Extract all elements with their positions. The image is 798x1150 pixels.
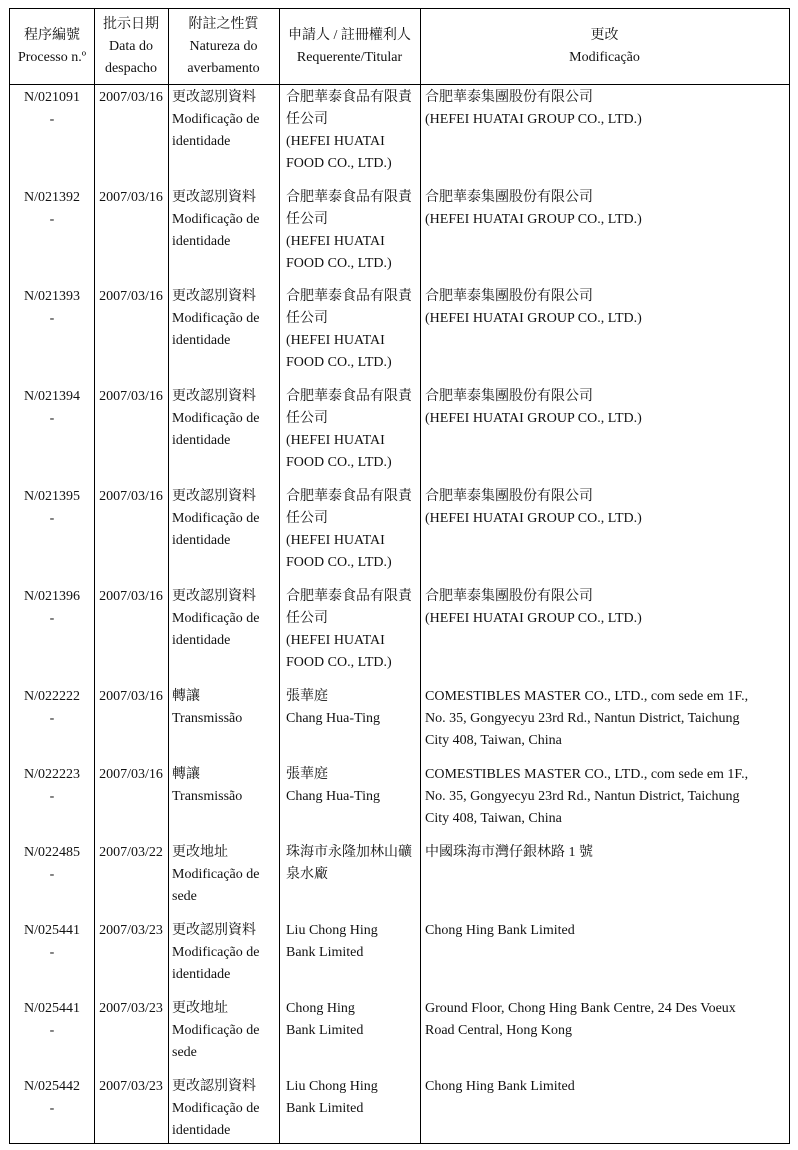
applicant-cell-line: 珠海市永隆加林山礦 bbox=[286, 845, 412, 860]
modification-cell bbox=[425, 998, 785, 1042]
applicant-cell-line: 張華庭 bbox=[286, 767, 328, 782]
process-number-cell-line: N/021393 bbox=[24, 289, 80, 304]
process-number-cell bbox=[10, 998, 94, 1042]
nature-cell-line: Modificação de bbox=[172, 1101, 260, 1116]
modification-cell bbox=[425, 386, 785, 430]
nature-cell-line: 轉讓 bbox=[172, 689, 200, 704]
dispatch-date-cell bbox=[94, 386, 168, 408]
process-number-cell-line: - bbox=[49, 212, 55, 227]
process-number-cell bbox=[10, 586, 94, 630]
dispatch-date-cell bbox=[94, 998, 168, 1020]
header-process-pt: Processo n.º bbox=[17, 49, 87, 65]
applicant-cell-line: 任公司 bbox=[286, 212, 328, 227]
dispatch-date-cell-line: 2007/03/23 bbox=[99, 1001, 163, 1016]
applicant-cell-line: FOOD CO., LTD.) bbox=[286, 156, 392, 171]
process-number-cell bbox=[10, 187, 94, 231]
applicant-cell-line: 合肥華泰食品有限責 bbox=[286, 90, 412, 105]
modification-cell-line: 合肥華泰集團股份有限公司 bbox=[425, 389, 593, 404]
header-date-pt: despacho bbox=[104, 60, 158, 76]
nature-cell-line: Modificação de bbox=[172, 112, 260, 127]
modification-cell bbox=[425, 486, 785, 530]
nature-cell-line: identidade bbox=[172, 967, 231, 982]
dispatch-date-cell bbox=[94, 764, 168, 786]
applicant-cell-line: (HEFEI HUATAI bbox=[286, 533, 385, 548]
process-number-cell-line: N/022223 bbox=[24, 767, 80, 782]
applicant-cell-line: Chong Hing bbox=[286, 1001, 355, 1016]
applicant-cell bbox=[286, 286, 416, 374]
nature-cell-line: Transmissão bbox=[172, 711, 243, 726]
applicant-cell-line: Bank Limited bbox=[286, 1101, 364, 1116]
dispatch-date-cell-line: 2007/03/16 bbox=[99, 767, 163, 782]
process-number-cell-line: - bbox=[49, 867, 55, 882]
applicant-cell-line: (HEFEI HUATAI bbox=[286, 433, 385, 448]
applicant-cell-line: Liu Chong Hing bbox=[286, 1079, 378, 1094]
header-nature bbox=[168, 9, 279, 84]
nature-cell-line: 更改認別資料 bbox=[172, 289, 256, 304]
nature-cell-line: identidade bbox=[172, 333, 231, 348]
modification-cell bbox=[425, 286, 785, 330]
dispatch-date-cell-line: 2007/03/16 bbox=[99, 389, 163, 404]
modification-cell bbox=[425, 586, 785, 630]
nature-cell bbox=[172, 920, 278, 986]
dispatch-date-cell bbox=[94, 920, 168, 942]
applicant-cell-line: 任公司 bbox=[286, 611, 328, 626]
process-number-cell bbox=[10, 1076, 94, 1120]
nature-cell-line: identidade bbox=[172, 134, 231, 149]
nature-cell bbox=[172, 842, 278, 908]
header-applicant bbox=[279, 9, 420, 84]
applicant-cell-line: Bank Limited bbox=[286, 945, 364, 960]
applicant-cell-line: FOOD CO., LTD.) bbox=[286, 455, 392, 470]
nature-cell bbox=[172, 998, 278, 1064]
header-change bbox=[420, 9, 789, 84]
process-number-cell bbox=[10, 764, 94, 808]
process-number-cell-line: - bbox=[49, 611, 55, 626]
nature-cell-line: 轉讓 bbox=[172, 767, 200, 782]
nature-cell-line: identidade bbox=[172, 633, 231, 648]
dispatch-date-cell-line: 2007/03/22 bbox=[99, 845, 163, 860]
nature-cell-line: 更改認別資料 bbox=[172, 589, 256, 604]
dispatch-date-cell-line: 2007/03/16 bbox=[99, 589, 163, 604]
nature-cell-line: 更改地址 bbox=[172, 1001, 228, 1016]
header-nature-zh: 附註之性質 bbox=[188, 16, 259, 32]
applicant-cell-line: FOOD CO., LTD.) bbox=[286, 256, 392, 271]
applicant-cell bbox=[286, 586, 416, 674]
nature-cell bbox=[172, 286, 278, 352]
header-divider bbox=[10, 84, 789, 85]
process-number-cell-line: - bbox=[49, 789, 55, 804]
applicant-cell-line: 合肥華泰食品有限責 bbox=[286, 289, 412, 304]
applicant-cell bbox=[286, 998, 416, 1042]
applicant-cell-line: Chang Hua-Ting bbox=[286, 789, 380, 804]
header-applicant-pt: Requerente/Titular bbox=[296, 49, 403, 65]
nature-cell-line: Modificação de bbox=[172, 867, 260, 882]
header-nature-pt: averbamento bbox=[187, 60, 260, 76]
nature-cell bbox=[172, 386, 278, 452]
process-number-cell-line: - bbox=[49, 112, 55, 127]
modification-cell-line: 合肥華泰集團股份有限公司 bbox=[425, 489, 593, 504]
modification-cell-line: (HEFEI HUATAI GROUP CO., LTD.) bbox=[425, 212, 642, 227]
applicant-cell-line: 合肥華泰食品有限責 bbox=[286, 389, 412, 404]
process-number-cell-line: - bbox=[49, 311, 55, 326]
applicant-cell-line: 泉水廠 bbox=[286, 867, 328, 882]
header-date bbox=[94, 9, 168, 84]
process-number-cell-line: - bbox=[49, 1101, 55, 1116]
applicant-cell-line: 合肥華泰食品有限責 bbox=[286, 190, 412, 205]
dispatch-date-cell bbox=[94, 1076, 168, 1098]
modification-cell bbox=[425, 764, 785, 830]
applicant-cell-line: FOOD CO., LTD.) bbox=[286, 555, 392, 570]
header-change-pt: Modificação bbox=[569, 49, 640, 65]
applicant-cell-line: 任公司 bbox=[286, 411, 328, 426]
nature-cell-line: Modificação de bbox=[172, 411, 260, 426]
modification-cell-line: Ground Floor, Chong Hing Bank Centre, 24 Des Voeux bbox=[425, 1001, 736, 1016]
nature-cell-line: sede bbox=[172, 1045, 197, 1060]
nature-cell-line: 更改認別資料 bbox=[172, 1079, 256, 1094]
nature-cell bbox=[172, 87, 278, 153]
process-number-cell-line: N/021396 bbox=[24, 589, 80, 604]
process-number-cell-line: N/021394 bbox=[24, 389, 80, 404]
applicant-cell bbox=[286, 486, 416, 574]
nature-cell-line: Modificação de bbox=[172, 945, 260, 960]
dispatch-date-cell-line: 2007/03/16 bbox=[99, 689, 163, 704]
dispatch-date-cell bbox=[94, 187, 168, 209]
nature-cell-line: Transmissão bbox=[172, 789, 243, 804]
header-process bbox=[10, 9, 94, 84]
dispatch-date-cell bbox=[94, 586, 168, 608]
applicant-cell-line: Chang Hua-Ting bbox=[286, 711, 380, 726]
process-number-cell-line: - bbox=[49, 411, 55, 426]
nature-cell-line: identidade bbox=[172, 533, 231, 548]
applicant-cell bbox=[286, 920, 416, 964]
header-process-zh: 程序編號 bbox=[24, 27, 80, 43]
modification-cell bbox=[425, 1076, 785, 1098]
nature-cell-line: identidade bbox=[172, 234, 231, 249]
nature-cell bbox=[172, 187, 278, 253]
header-nature-pt: Natureza do bbox=[189, 38, 258, 54]
nature-cell-line: 更改認別資料 bbox=[172, 923, 256, 938]
dispatch-date-cell bbox=[94, 486, 168, 508]
nature-cell-line: Modificação de bbox=[172, 212, 260, 227]
process-number-cell-line: - bbox=[49, 511, 55, 526]
modification-cell-line: COMESTIBLES MASTER CO., LTD., com sede em 1F., bbox=[425, 689, 749, 704]
modification-cell-line: (HEFEI HUATAI GROUP CO., LTD.) bbox=[425, 611, 642, 626]
applicant-cell bbox=[286, 764, 416, 808]
nature-cell-line: identidade bbox=[172, 1123, 231, 1138]
header-date-pt: Data do bbox=[109, 38, 153, 54]
process-number-cell bbox=[10, 286, 94, 330]
applicant-cell bbox=[286, 686, 416, 730]
process-number-cell-line: N/025441 bbox=[24, 923, 80, 938]
column-divider bbox=[420, 9, 421, 1143]
process-number-cell-line: N/021091 bbox=[24, 90, 80, 105]
modification-cell-line: Chong Hing Bank Limited bbox=[425, 923, 575, 938]
nature-cell-line: Modificação de bbox=[172, 311, 260, 326]
process-number-cell-line: N/021392 bbox=[24, 190, 80, 205]
process-number-cell bbox=[10, 87, 94, 131]
modification-cell-line: 合肥華泰集團股份有限公司 bbox=[425, 589, 593, 604]
nature-cell-line: identidade bbox=[172, 433, 231, 448]
dispatch-date-cell bbox=[94, 286, 168, 308]
column-divider bbox=[94, 9, 95, 1143]
nature-cell bbox=[172, 586, 278, 652]
applicant-cell bbox=[286, 1076, 416, 1120]
applicant-cell bbox=[286, 187, 416, 275]
nature-cell-line: Modificação de bbox=[172, 511, 260, 526]
process-number-cell bbox=[10, 842, 94, 886]
dispatch-date-cell-line: 2007/03/16 bbox=[99, 289, 163, 304]
process-number-cell-line: N/022485 bbox=[24, 845, 80, 860]
dispatch-date-cell-line: 2007/03/23 bbox=[99, 1079, 163, 1094]
nature-cell-line: 更改認別資料 bbox=[172, 489, 256, 504]
process-number-cell-line: - bbox=[49, 945, 55, 960]
nature-cell-line: 更改認別資料 bbox=[172, 90, 256, 105]
applicant-cell-line: 合肥華泰食品有限責 bbox=[286, 489, 412, 504]
header-date-zh: 批示日期 bbox=[103, 16, 159, 32]
applicant-cell bbox=[286, 87, 416, 175]
process-number-cell-line: N/021395 bbox=[24, 489, 80, 504]
dispatch-date-cell-line: 2007/03/16 bbox=[99, 90, 163, 105]
nature-cell-line: Modificação de bbox=[172, 611, 260, 626]
process-number-cell-line: N/025441 bbox=[24, 1001, 80, 1016]
nature-cell-line: 更改地址 bbox=[172, 845, 228, 860]
applicant-cell-line: Bank Limited bbox=[286, 1023, 364, 1038]
applicant-cell-line: 任公司 bbox=[286, 112, 328, 127]
applicant-cell-line: (HEFEI HUATAI bbox=[286, 134, 385, 149]
applicant-cell-line: Liu Chong Hing bbox=[286, 923, 378, 938]
applicant-cell-line: 任公司 bbox=[286, 311, 328, 326]
process-number-cell bbox=[10, 386, 94, 430]
modification-cell bbox=[425, 920, 785, 942]
modification-cell bbox=[425, 686, 785, 752]
dispatch-date-cell-line: 2007/03/16 bbox=[99, 190, 163, 205]
process-number-cell-line: N/022222 bbox=[24, 689, 80, 704]
applicant-cell-line: (HEFEI HUATAI bbox=[286, 633, 385, 648]
modification-cell-line: (HEFEI HUATAI GROUP CO., LTD.) bbox=[425, 411, 642, 426]
process-number-cell bbox=[10, 486, 94, 530]
applicant-cell-line: FOOD CO., LTD.) bbox=[286, 655, 392, 670]
nature-cell-line: 更改認別資料 bbox=[172, 190, 256, 205]
applicant-cell-line: 合肥華泰食品有限責 bbox=[286, 589, 412, 604]
nature-cell-line: 更改認別資料 bbox=[172, 389, 256, 404]
header-change-zh: 更改 bbox=[590, 27, 619, 43]
applicant-cell-line: 任公司 bbox=[286, 511, 328, 526]
nature-cell bbox=[172, 1076, 278, 1142]
applicant-cell-line: 張華庭 bbox=[286, 689, 328, 704]
process-number-cell-line: - bbox=[49, 711, 55, 726]
nature-cell bbox=[172, 764, 278, 808]
modification-cell-line: (HEFEI HUATAI GROUP CO., LTD.) bbox=[425, 511, 642, 526]
modification-cell-line: No. 35, Gongyecyu 23rd Rd., Nantun District, Taichung bbox=[425, 711, 740, 726]
process-number-cell bbox=[10, 686, 94, 730]
applicant-cell bbox=[286, 842, 416, 886]
dispatch-date-cell bbox=[94, 686, 168, 708]
modification-cell-line: (HEFEI HUATAI GROUP CO., LTD.) bbox=[425, 112, 642, 127]
modification-cell-line: No. 35, Gongyecyu 23rd Rd., Nantun District, Taichung bbox=[425, 789, 740, 804]
nature-cell bbox=[172, 686, 278, 730]
modification-cell bbox=[425, 842, 785, 864]
modification-cell-line: City 408, Taiwan, China bbox=[425, 811, 562, 826]
header-applicant-zh: 申請人 / 註冊權利人 bbox=[288, 27, 411, 43]
applicant-cell bbox=[286, 386, 416, 474]
averbamento-table bbox=[9, 8, 790, 1144]
process-number-cell-line: N/025442 bbox=[24, 1079, 80, 1094]
column-divider bbox=[279, 9, 280, 1143]
modification-cell-line: 合肥華泰集團股份有限公司 bbox=[425, 289, 593, 304]
modification-cell bbox=[425, 187, 785, 231]
nature-cell-line: sede bbox=[172, 889, 197, 904]
modification-cell-line: (HEFEI HUATAI GROUP CO., LTD.) bbox=[425, 311, 642, 326]
dispatch-date-cell bbox=[94, 842, 168, 864]
nature-cell-line: Modificação de bbox=[172, 1023, 260, 1038]
process-number-cell bbox=[10, 920, 94, 964]
nature-cell bbox=[172, 486, 278, 552]
modification-cell-line: Road Central, Hong Kong bbox=[425, 1023, 572, 1038]
dispatch-date-cell-line: 2007/03/23 bbox=[99, 923, 163, 938]
modification-cell-line: 中國珠海市灣仔銀林路 1 號 bbox=[425, 845, 593, 860]
applicant-cell-line: (HEFEI HUATAI bbox=[286, 333, 385, 348]
process-number-cell-line: - bbox=[49, 1023, 55, 1038]
applicant-cell-line: FOOD CO., LTD.) bbox=[286, 355, 392, 370]
dispatch-date-cell-line: 2007/03/16 bbox=[99, 489, 163, 504]
modification-cell-line: 合肥華泰集團股份有限公司 bbox=[425, 190, 593, 205]
column-divider bbox=[168, 9, 169, 1143]
modification-cell-line: COMESTIBLES MASTER CO., LTD., com sede em 1F., bbox=[425, 767, 749, 782]
modification-cell-line: Chong Hing Bank Limited bbox=[425, 1079, 575, 1094]
modification-cell-line: City 408, Taiwan, China bbox=[425, 733, 562, 748]
modification-cell bbox=[425, 87, 785, 131]
applicant-cell-line: (HEFEI HUATAI bbox=[286, 234, 385, 249]
dispatch-date-cell bbox=[94, 87, 168, 109]
modification-cell-line: 合肥華泰集團股份有限公司 bbox=[425, 90, 593, 105]
